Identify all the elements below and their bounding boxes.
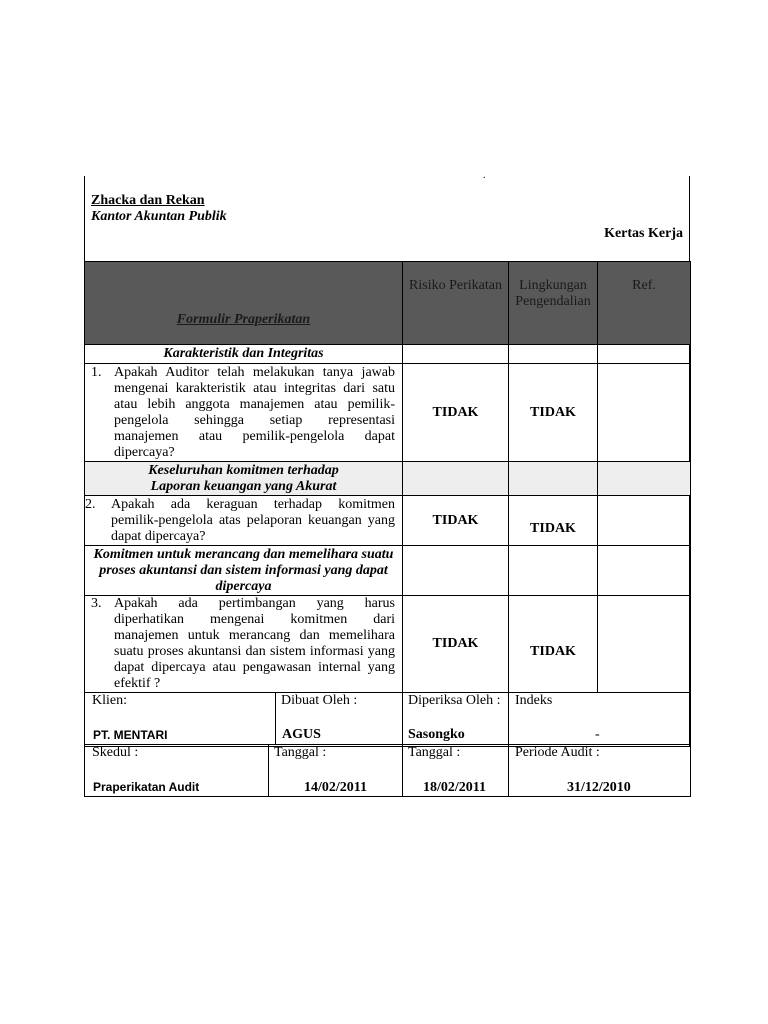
- section-heading: Komitmen untuk merancang dan memelihara suatu proses akuntansi dan sistem informasi yang dapat dipercaya: [85, 546, 403, 596]
- date2-value: 18/02/2011: [423, 780, 487, 795]
- question-text: Apakah Auditor telah melakukan tanya jawab mengenai karakteristik atau integritas dari satu atau lebih anggota manajemen atau pemilik-pengelola sehingga setiap representasi manajemen atau pemilik-pengelola dapat dipercaya?: [114, 365, 395, 460]
- date1-label: Tanggal :: [274, 745, 327, 760]
- question-row: [85, 364, 691, 462]
- section-heading-row: [85, 546, 691, 596]
- date2-cell: [403, 745, 509, 797]
- work-paper-label: Kertas Kerja: [604, 226, 683, 241]
- col-risk-header: Risiko Perikatan: [403, 262, 509, 345]
- section-heading: Keseluruhan komitmen terhadap Laporan keuangan yang Akurat: [85, 462, 403, 496]
- col-ref-header: Ref.: [598, 262, 691, 345]
- ref-cell: [598, 364, 691, 462]
- stray-mark: .: [483, 170, 486, 181]
- question-number: 1.: [91, 365, 102, 380]
- ref-cell: [598, 496, 691, 546]
- control-answer: TIDAK: [509, 496, 598, 546]
- index-cell: [509, 693, 691, 745]
- period-cell: [509, 745, 691, 797]
- question-row: [85, 496, 691, 546]
- section-heading-row: [85, 462, 691, 496]
- made-by-label: Dibuat Oleh :: [281, 693, 358, 708]
- firm-subtitle: Kantor Akuntan Publik: [91, 209, 227, 224]
- client-value: PT. MENTARI: [93, 728, 168, 742]
- checked-by-cell: [403, 693, 509, 745]
- question-number: 3.: [91, 596, 102, 611]
- form-title: Formulir Praperikatan: [85, 262, 403, 345]
- period-value: 31/12/2010: [567, 780, 631, 795]
- control-answer: TIDAK: [509, 596, 598, 693]
- index-label: Indeks: [515, 693, 553, 708]
- question-cell: [85, 496, 403, 546]
- question-text: Apakah ada keraguan terhadap komitmen pemilik-pengelola atas pelaporan keuangan yang dapat dipercaya?: [111, 496, 395, 544]
- engagement-form-table: [84, 261, 691, 797]
- work-paper-document: [84, 170, 690, 795]
- question-cell: [85, 596, 403, 693]
- question-row: [85, 596, 691, 693]
- risk-answer: TIDAK: [403, 596, 509, 693]
- col-control-header: Lingkungan Pengendalian: [509, 262, 598, 345]
- question-text: Apakah ada pertimbangan yang harus diperhatikan mengenai komitmen dari manajemen untuk merancang dan memelihara suatu proses akuntansi dan sistem informasi yang dapat dipercaya atau pengawasan internal yang efektif ?: [114, 596, 395, 691]
- footer-row-2: [85, 745, 691, 797]
- ref-cell: [598, 596, 691, 693]
- date1-value: 14/02/2011: [304, 780, 368, 795]
- made-by-value: AGUS: [282, 727, 321, 742]
- document-header: [85, 170, 689, 261]
- section-heading-row: [85, 345, 691, 364]
- footer-row-1: [85, 693, 691, 745]
- schedule-cell: [85, 745, 403, 797]
- checked-by-label: Diperiksa Oleh :: [408, 693, 501, 708]
- risk-answer: TIDAK: [403, 364, 509, 462]
- client-label: Klien:: [92, 693, 127, 708]
- schedule-label: Skedul :: [92, 745, 139, 760]
- section-heading: Karakteristik dan Integritas: [85, 345, 403, 364]
- index-value: -: [595, 727, 600, 742]
- risk-answer: TIDAK: [403, 496, 509, 546]
- schedule-value: Praperikatan Audit: [93, 780, 200, 794]
- client-cell: [85, 693, 403, 745]
- firm-name: Zhacka dan Rekan: [91, 193, 205, 208]
- checked-by-value: Sasongko: [408, 727, 465, 742]
- question-number: 2.: [85, 496, 96, 512]
- date2-label: Tanggal :: [408, 745, 461, 760]
- column-divider: [275, 693, 276, 744]
- column-divider: [268, 745, 269, 796]
- control-answer: TIDAK: [509, 364, 598, 462]
- question-cell: [85, 364, 403, 462]
- period-label: Periode Audit :: [515, 745, 600, 760]
- table-header-row: [85, 262, 691, 345]
